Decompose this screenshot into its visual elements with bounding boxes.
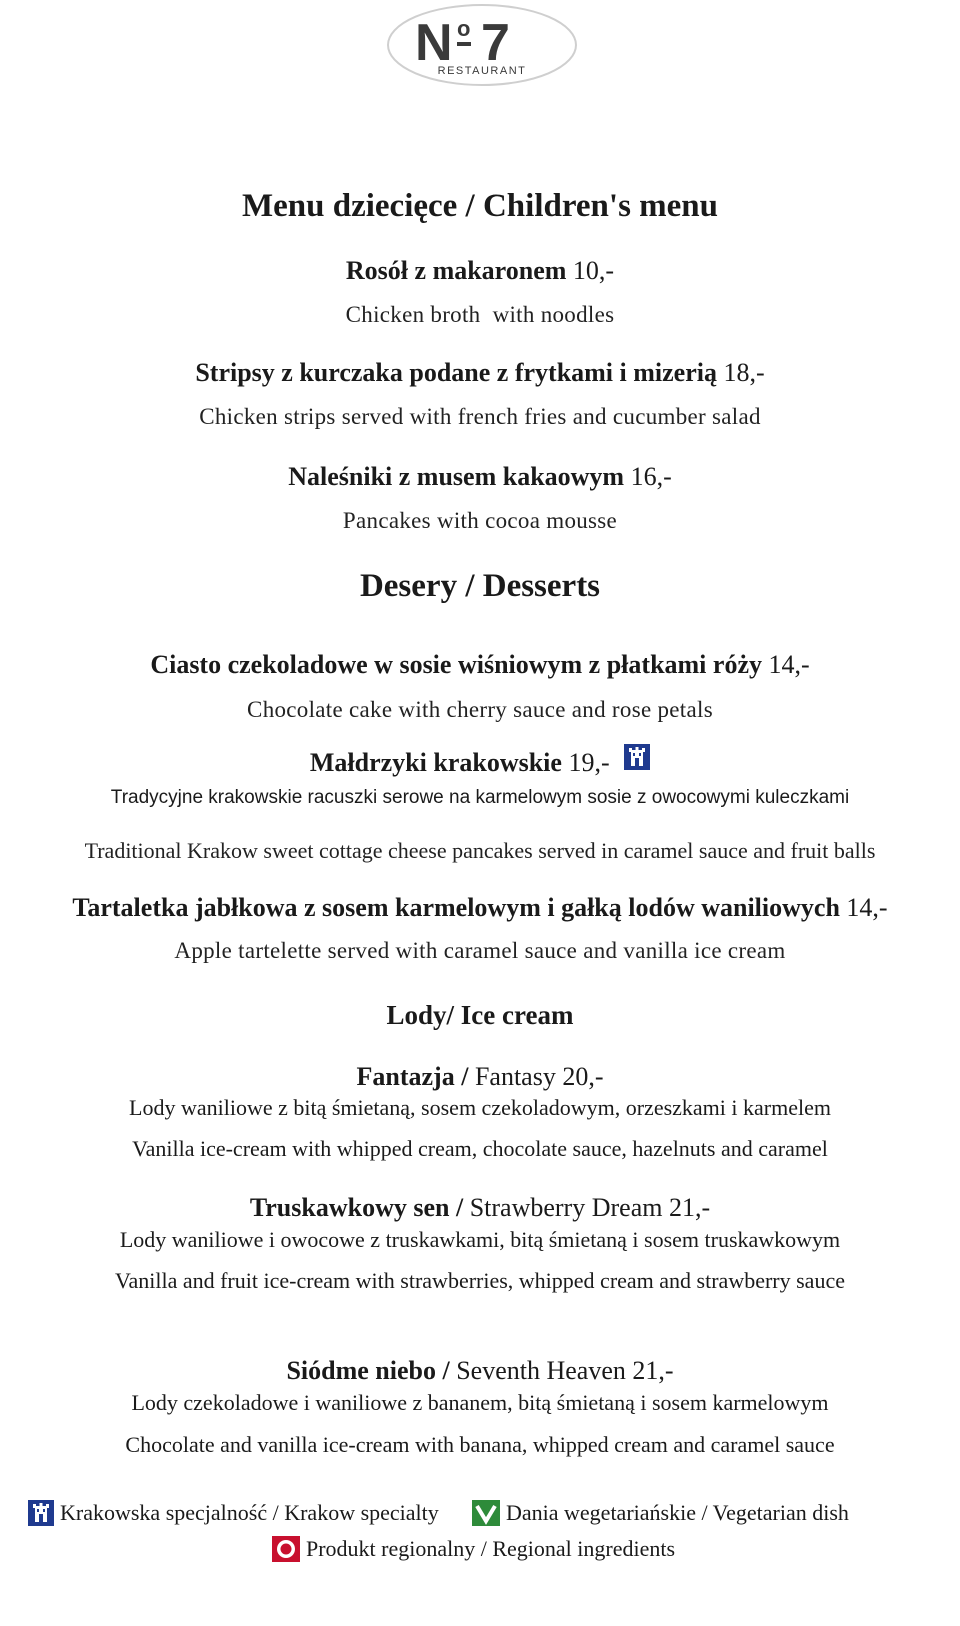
item-name: Tartaletka jabłkowa z sosem karmelowym i gałką lodów waniliowych: [72, 893, 840, 922]
item-name: Naleśniki z musem kakaowym: [288, 462, 625, 491]
item-price: 10,-: [572, 256, 615, 285]
menu-item-name: [0, 256, 960, 286]
legend-label: Dania wegetariańskie / Vegetarian dish: [506, 1500, 849, 1525]
item-description: Traditional Krakow sweet cottage cheese pancakes served in caramel sauce and fruit balls: [84, 838, 876, 863]
krakow-specialty-icon: [624, 744, 650, 777]
item-description-pl: Tradycyjne krakowskie racuszki serowe na karmelowym sosie z owocowymi kuleczkami: [110, 787, 850, 808]
menu-item-name: [0, 1062, 960, 1092]
restaurant-logo: [385, 2, 579, 88]
item-description: Chocolate cake with cherry sauce and rose petals: [247, 697, 713, 722]
item-description: Chicken broth with noodles: [345, 302, 615, 327]
item-name: Rosół z makaronem: [345, 256, 567, 285]
desserts-title: Desery / Desserts: [359, 568, 601, 604]
item-description-pl: Lody czekoladowe i waniliowe z bananem, bitą śmietaną i sosem karmelowym: [131, 1390, 829, 1415]
item-price: 21,-: [668, 1193, 711, 1222]
menu-item-name: [0, 358, 960, 388]
item-name: Fantazja: [356, 1062, 455, 1091]
item-name-separator: /: [435, 1356, 457, 1385]
item-name-en: Fantasy: [474, 1062, 556, 1091]
legend-regional-product: [272, 1536, 675, 1562]
legend-label: Krakowska specjalność / Krakow specialty: [60, 1500, 439, 1525]
logo-mark: N: [415, 14, 453, 72]
item-price: 14,-: [846, 893, 888, 922]
item-name: Truskawkowy sen: [249, 1193, 450, 1222]
menu-item-name: [0, 748, 960, 778]
legend-krakow-specialty: [28, 1500, 439, 1526]
krakow-specialty-icon: [28, 1500, 54, 1526]
item-name-separator: /: [454, 1062, 475, 1091]
item-description: Apple tartelette served with caramel sauce and vanilla ice cream: [174, 938, 786, 963]
vegetarian-icon: [472, 1500, 500, 1526]
logo-degree: o: [457, 16, 471, 41]
menu-item-name: [0, 1356, 960, 1386]
item-name-en: Seventh Heaven: [456, 1356, 626, 1385]
item-name: Ciasto czekoladowe w sosie wiśniowym z płatkami róży: [150, 650, 762, 679]
menu-item-name: [0, 1193, 960, 1223]
item-price: 19,-: [568, 748, 610, 777]
item-price: 18,-: [723, 358, 765, 387]
logo-number: 7: [481, 14, 510, 72]
menu-item-name: [0, 650, 960, 680]
ice-cream-title: Lody/ Ice cream: [386, 1000, 574, 1030]
item-price: 14,-: [768, 650, 810, 679]
legend-label: Produkt regionalny / Regional ingredients: [306, 1536, 676, 1561]
item-price: 21,-: [632, 1356, 674, 1385]
menu-item-name: [0, 462, 960, 492]
item-price: 20,-: [562, 1062, 604, 1091]
legend-vegetarian: [472, 1500, 849, 1526]
item-description-pl: Lody waniliowe i owocowe z truskawkami, bitą śmietaną i sosem truskawkowym: [119, 1227, 841, 1252]
menu-item-name: [0, 893, 960, 923]
regional-product-icon: [272, 1536, 300, 1562]
item-name: Siódme niebo: [286, 1356, 436, 1385]
item-name: Stripsy z kurczaka podane z frytkami i mizerią: [195, 358, 717, 387]
children-menu-title: Menu dziecięce / Children's menu: [241, 188, 719, 224]
item-description: Pancakes with cocoa mousse: [342, 508, 618, 533]
logo-subtitle: RESTAURANT: [437, 65, 527, 77]
item-description: Chocolate and vanilla ice-cream with banana, whipped cream and caramel sauce: [125, 1432, 835, 1457]
logo-oval: [385, 2, 579, 88]
item-name-separator: /: [449, 1193, 470, 1222]
item-description: Vanilla ice-cream with whipped cream, chocolate sauce, hazelnuts and caramel: [132, 1136, 828, 1161]
item-description: Vanilla and fruit ice-cream with strawberries, whipped cream and strawberry sauce: [115, 1268, 845, 1293]
item-name-en: Strawberry Dream: [469, 1193, 663, 1222]
item-price: 16,-: [630, 462, 672, 491]
item-description-pl: Lody waniliowe z bitą śmietaną, sosem czekoladowym, orzeszkami i karmelem: [129, 1095, 831, 1120]
item-name: Małdrzyki krakowskie: [309, 748, 562, 777]
item-description: Chicken strips served with french fries and cucumber salad: [199, 404, 761, 429]
